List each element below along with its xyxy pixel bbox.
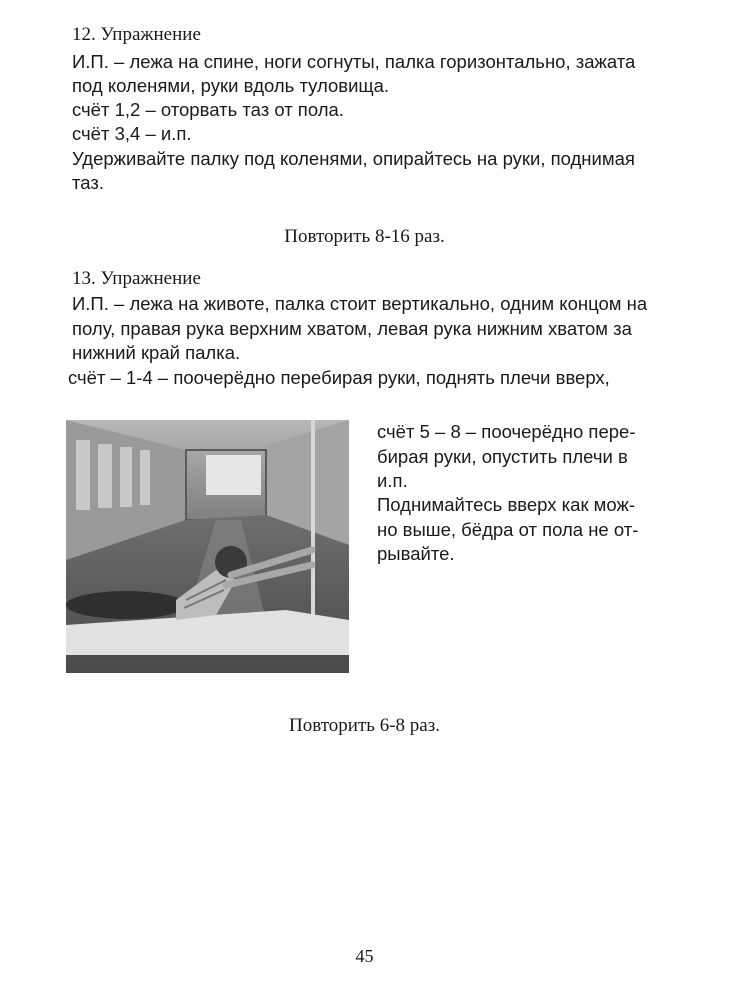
page-number: 45 [355, 946, 374, 966]
exercise-12-heading: 12. Упражнение [72, 24, 201, 45]
exercise-13-line-1: И.П. – лежа на животе, палка стоит вертикально, одним концом на [72, 293, 648, 314]
exercise-photo [66, 420, 349, 673]
exercise-13-line-2: полу, правая рука верхним хватом, левая рука нижним хватом за [72, 318, 632, 339]
exercise-12-line-5: Удерживайте палку под коленями, опирайтесь на руки, поднимая [72, 148, 635, 169]
exercise-12-line-6: таз. [72, 172, 104, 193]
exercise-13-repeat: Повторить 6-8 раз. [289, 715, 440, 736]
exercise-13-side-line-5: но выше, бёдра от пола не от- [377, 519, 639, 540]
exercise-13-side-line-4: Поднимайтесь вверх как мож- [377, 494, 636, 515]
exercise-12-line-1: И.П. – лежа на спине, ноги согнуты, палка горизонтально, зажата [72, 51, 636, 72]
exercise-13-side-line-2: бирая руки, опустить плечи в [377, 446, 628, 467]
exercise-12-line-4: счёт 3,4 – и.п. [72, 123, 192, 144]
exercise-12-line-2: под коленями, руки вдоль туловища. [72, 75, 390, 96]
exercise-13-heading: 13. Упражнение [72, 268, 201, 289]
exercise-13-line-4: счёт – 1-4 – поочерёдно перебирая руки, поднять плечи вверх, [68, 367, 610, 388]
exercise-12-repeat: Повторить 8-16 раз. [284, 226, 445, 247]
exercise-13-side-line-6: рывайте. [377, 543, 455, 564]
exercise-13-side-line-3: и.п. [377, 470, 408, 491]
exercise-13-line-3: нижний край палка. [72, 342, 241, 363]
exercise-12-line-3: счёт 1,2 – оторвать таз от пола. [72, 99, 344, 120]
exercise-13-side-line-1: счёт 5 – 8 – поочерёдно пере- [377, 421, 636, 442]
